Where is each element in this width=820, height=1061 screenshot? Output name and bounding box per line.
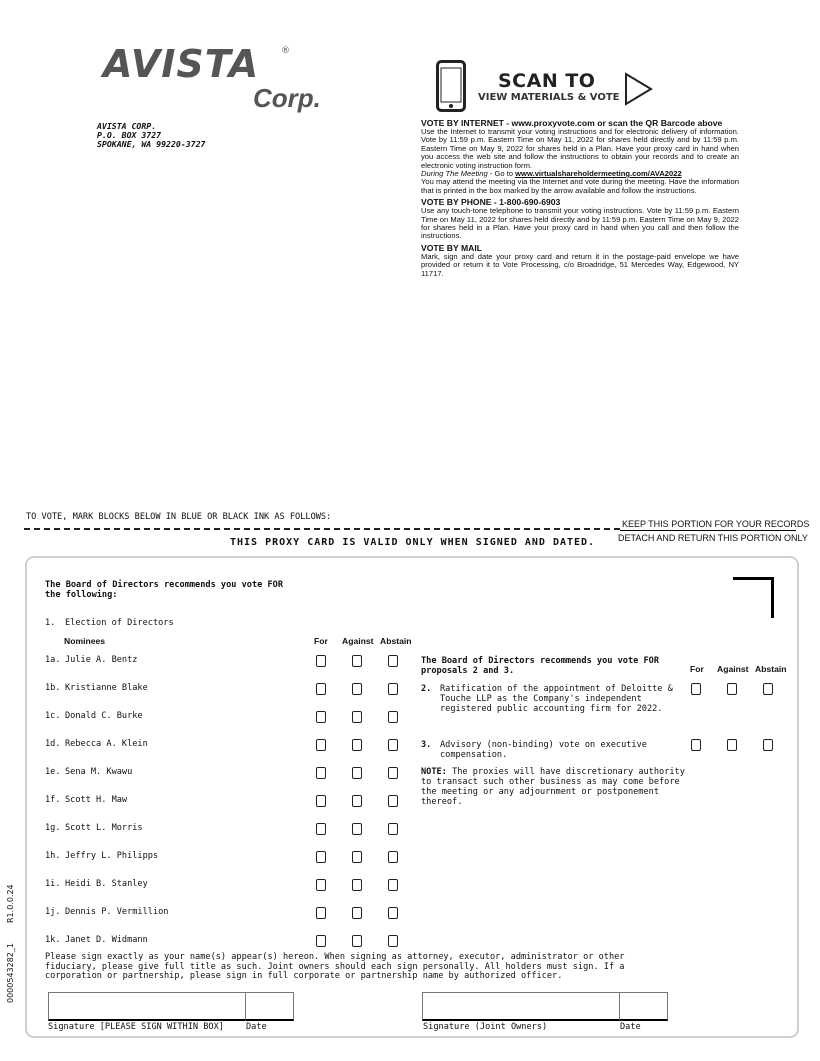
- note-line: thereof.: [421, 797, 463, 807]
- nominee-for-checkbox[interactable]: [316, 655, 326, 667]
- nominee-for-checkbox[interactable]: [316, 879, 326, 891]
- meeting-prefix: During The Meeting: [421, 169, 488, 179]
- nominee-for-checkbox[interactable]: [316, 907, 326, 919]
- date-box[interactable]: [245, 992, 294, 1021]
- mark-instructions: TO VOTE, MARK BLOCKS BELOW IN BLUE OR BLACK INK AS FOLLOWS:: [26, 512, 332, 522]
- nominee-name: Heidi B. Stanley: [65, 879, 148, 889]
- voting-instructions: [421, 116, 739, 278]
- nominee-name: Dennis P. Vermillion: [65, 907, 169, 917]
- mail-heading: VOTE BY MAIL: [421, 242, 482, 253]
- nominee-against-checkbox[interactable]: [352, 683, 362, 695]
- note: [421, 767, 685, 807]
- nominee-against-checkbox[interactable]: [352, 935, 362, 947]
- signature-label: Signature [PLEASE SIGN WITHIN BOX]: [48, 1022, 224, 1032]
- nominee-abstain-checkbox[interactable]: [388, 879, 398, 891]
- nominee-against-checkbox[interactable]: [352, 907, 362, 919]
- nominee-against-checkbox[interactable]: [352, 655, 362, 667]
- internet-body: Use the Internet to transmit your voting instructions and for electronic delivery of information. Vote by 11:59 p.m. Eastern Time on May 11, 2022 for shares held directly and by 11:59 p.m. Eastern Time on May 9, 2022 for shares held in a Plan. Have your proxy card in hand when you access the web site and follow the instructions to obtain your records and to create an electronic voting instruction form.: [421, 127, 739, 170]
- return-address: [97, 122, 205, 149]
- meeting-goto: - Go to: [487, 169, 516, 179]
- nominee-name: Sena M. Kwawu: [65, 767, 133, 777]
- nominee-id: 1e.: [45, 767, 61, 777]
- nominee-against-checkbox[interactable]: [352, 823, 362, 835]
- col-for: For: [314, 636, 328, 646]
- nominee-abstain-checkbox[interactable]: [388, 935, 398, 947]
- proposal2-text: [440, 684, 673, 714]
- mail-body: Mark, sign and date your proxy card and return it in the postage-paid envelope we have provided or return it to Vote Processing, c/o Broadridge, 51 Mercedes Way, Edgewood, NY 11717.: [421, 251, 739, 278]
- nominee-abstain-checkbox[interactable]: [388, 767, 398, 779]
- nominee-abstain-checkbox[interactable]: [388, 851, 398, 863]
- nominee-id: 1f.: [45, 795, 61, 805]
- nominee-abstain-checkbox[interactable]: [388, 683, 398, 695]
- board-rec-line: proposals 2 and 3.: [421, 666, 515, 676]
- nominee-abstain-checkbox[interactable]: [388, 823, 398, 835]
- nominee-for-checkbox[interactable]: [316, 935, 326, 947]
- item1-label: Election of Directors: [65, 618, 174, 628]
- signing-instructions: Please sign exactly as your name(s) appear(s) hereon. When signing as attorney, executor, administrator or other fiduciary, please give full title as such. Joint owners should each sign personally. All holders must sign. If a corporation or partnership, please sign in full corporate or partnership name by authorized officer.: [45, 952, 625, 982]
- logo-wordmark: AVISTA: [103, 42, 260, 86]
- proposal2-number: 2.: [421, 684, 432, 694]
- play-arrow-icon: [624, 72, 654, 106]
- note-text: The proxies will have discretionary authority: [452, 767, 685, 777]
- nominee-name: Janet D. Widmann: [65, 935, 148, 945]
- nominee-name: Jeffry L. Philipps: [65, 851, 159, 861]
- proposal-line: Touche LLP as the Company's independent: [440, 694, 642, 704]
- nominee-name: Donald C. Burke: [65, 711, 143, 721]
- internet-heading: VOTE BY INTERNET - www.proxyvote.com or scan the QR Barcode above: [421, 118, 723, 128]
- nominee-against-checkbox[interactable]: [352, 879, 362, 891]
- nominee-name: Julie A. Bentz: [65, 655, 138, 665]
- proposal3-against-checkbox[interactable]: [727, 739, 737, 751]
- nominee-against-checkbox[interactable]: [352, 795, 362, 807]
- corner-marker: [733, 577, 774, 618]
- nominee-abstain-checkbox[interactable]: [388, 655, 398, 667]
- board-rec-line: the following:: [45, 590, 118, 600]
- joint-signature-label: Signature (Joint Owners): [423, 1022, 548, 1032]
- logo-registered-mark: ®: [281, 46, 290, 56]
- proposal2-abstain-checkbox[interactable]: [763, 683, 773, 695]
- nominee-abstain-checkbox[interactable]: [388, 739, 398, 751]
- nominee-id: 1h.: [45, 851, 61, 861]
- proposal3-for-checkbox[interactable]: [691, 739, 701, 751]
- nominee-abstain-checkbox[interactable]: [388, 711, 398, 723]
- board-rec-line: The Board of Directors recommends you vote FOR: [421, 656, 659, 666]
- nominee-id: 1b.: [45, 683, 61, 693]
- proposal3-text: [440, 740, 647, 760]
- note-line: to transact such other business as may come before: [421, 777, 680, 787]
- nominee-id: 1k.: [45, 935, 61, 945]
- valid-notice: THIS PROXY CARD IS VALID ONLY WHEN SIGNED AND DATED.: [230, 537, 596, 548]
- keep-portion-label: KEEP THIS PORTION FOR YOUR RECORDS: [622, 519, 810, 529]
- signature-box[interactable]: [48, 992, 246, 1021]
- control-number: 0000543282_1: [6, 943, 15, 1003]
- nominee-against-checkbox[interactable]: [352, 739, 362, 751]
- nominee-name: Kristianne Blake: [65, 683, 148, 693]
- address-line: SPOKANE, WA 99220-3727: [97, 139, 206, 149]
- joint-date-label: Date: [620, 1022, 641, 1032]
- nominee-against-checkbox[interactable]: [352, 851, 362, 863]
- avista-logo: [103, 42, 321, 116]
- nominee-for-checkbox[interactable]: [316, 767, 326, 779]
- nominee-for-checkbox[interactable]: [316, 739, 326, 751]
- phone-body: Use any touch-tone telephone to transmit your voting instructions. Vote by 11:59 p.m. Eastern Time on May 11, 2022 for shares held directly and by 11:59 p.m. Eastern Time on May 9, 2022 for shares held in a Plan. Have your proxy card in hand when you call and then follow the instructions.: [421, 206, 739, 241]
- nominee-for-checkbox[interactable]: [316, 795, 326, 807]
- detach-line: [24, 528, 620, 530]
- proposal-line: compensation.: [440, 750, 508, 760]
- meeting-body: You may attend the meeting via the Internet and vote during the meeting. Have the information that is printed in the box marked by the arrow available and follow the instructions.: [421, 177, 739, 195]
- item1-number: 1.: [45, 618, 56, 628]
- proposal3-number: 3.: [421, 740, 432, 750]
- nominee-abstain-checkbox[interactable]: [388, 795, 398, 807]
- proposal2-for-checkbox[interactable]: [691, 683, 701, 695]
- proposal3-abstain-checkbox[interactable]: [763, 739, 773, 751]
- col-abstain-2: Abstain: [755, 664, 787, 674]
- col-against: Against: [342, 636, 374, 646]
- col-abstain: Abstain: [380, 636, 412, 646]
- address-line: AVISTA CORP.: [97, 121, 157, 131]
- nominee-name: Rebecca A. Klein: [65, 739, 148, 749]
- note-line: the meeting or any adjournment or postponement: [421, 787, 659, 797]
- smartphone-icon: [436, 60, 466, 112]
- proposal-line: Ratification of the appointment of Deloitte &: [440, 684, 673, 694]
- nominee-name: Scott H. Maw: [65, 795, 128, 805]
- joint-signature-box[interactable]: [422, 992, 620, 1021]
- col-for-2: For: [690, 664, 704, 674]
- board-rec-proposals: [421, 656, 659, 676]
- nominee-id: 1i.: [45, 879, 61, 889]
- col-against-2: Against: [717, 664, 749, 674]
- meeting-url-link[interactable]: www.virtualshareholdermeeting.com/AVA2022: [515, 169, 682, 179]
- divider: [620, 530, 796, 531]
- nominee-id: 1d.: [45, 739, 61, 749]
- board-recommendation: [45, 580, 283, 600]
- phone-heading: VOTE BY PHONE - 1-800-690-6903: [421, 197, 561, 208]
- scan-title: SCAN TO: [498, 70, 596, 92]
- logo-corp: Corp.: [253, 83, 321, 113]
- note-line: [421, 767, 685, 777]
- nominee-for-checkbox[interactable]: [316, 711, 326, 723]
- proposal-line: registered public accounting firm for 2022.: [440, 704, 663, 714]
- nominee-id: 1g.: [45, 823, 61, 833]
- proposal-line: Advisory (non-binding) vote on executive: [440, 740, 647, 750]
- nominee-for-checkbox[interactable]: [316, 683, 326, 695]
- scan-subtitle: VIEW MATERIALS & VOTE: [478, 92, 620, 103]
- nominee-id: 1a.: [45, 655, 61, 665]
- nominee-abstain-checkbox[interactable]: [388, 907, 398, 919]
- proposal2-against-checkbox[interactable]: [727, 683, 737, 695]
- nominee-for-checkbox[interactable]: [316, 851, 326, 863]
- board-rec-line: The Board of Directors recommends you vote FOR: [45, 580, 283, 590]
- nominee-against-checkbox[interactable]: [352, 711, 362, 723]
- nominee-name: Scott L. Morris: [65, 823, 143, 833]
- date-label: Date: [246, 1022, 267, 1032]
- joint-date-box[interactable]: [619, 992, 668, 1021]
- side-identifiers: [6, 885, 20, 1005]
- version-number: R1.0.0.24: [6, 884, 15, 923]
- detach-portion-label: DETACH AND RETURN THIS PORTION ONLY: [618, 533, 808, 543]
- nominee-id: 1c.: [45, 711, 61, 721]
- nominee-id: 1j.: [45, 907, 61, 917]
- nominee-against-checkbox[interactable]: [352, 767, 362, 779]
- note-label: NOTE:: [421, 767, 447, 777]
- nominees-header: Nominees: [64, 636, 106, 646]
- nominee-for-checkbox[interactable]: [316, 823, 326, 835]
- address-line: P.O. BOX 3727: [97, 130, 162, 140]
